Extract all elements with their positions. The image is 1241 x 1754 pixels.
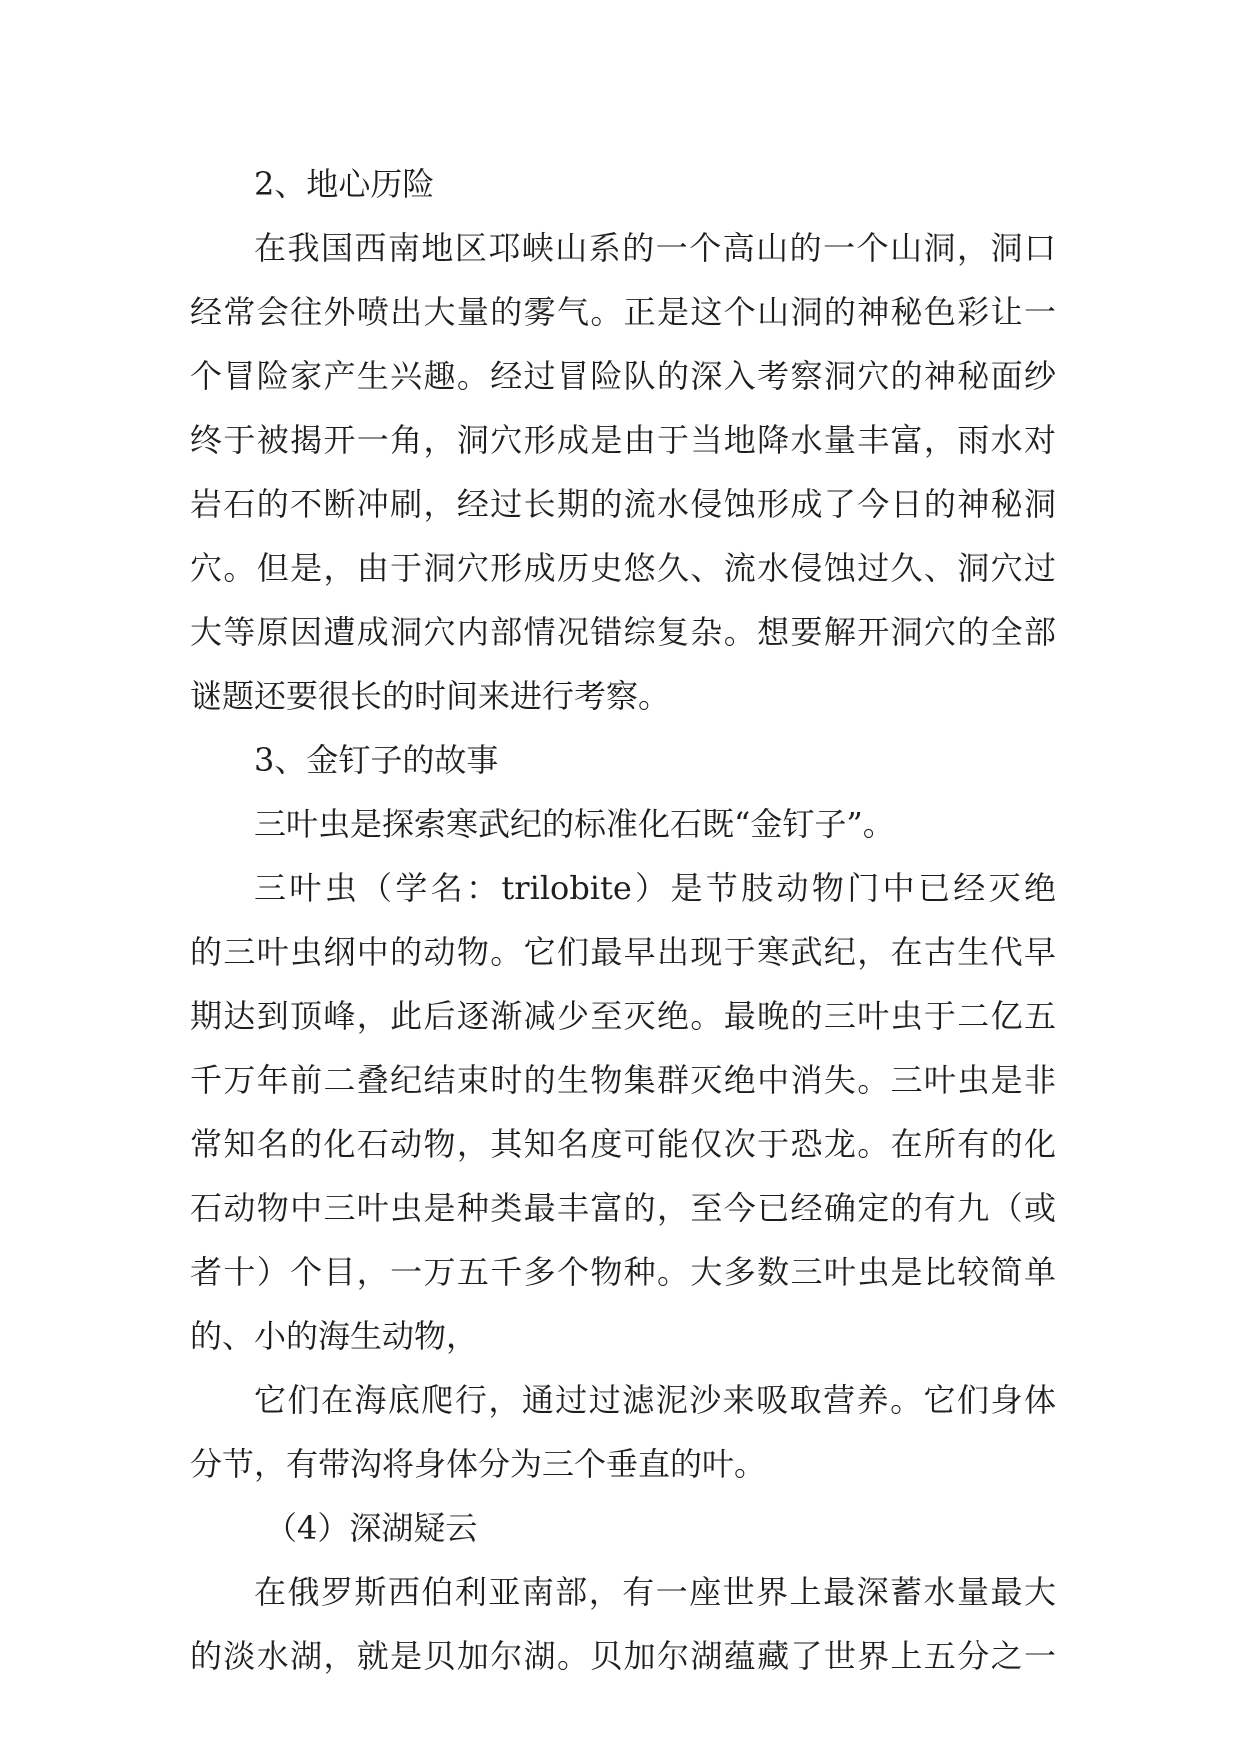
paragraph-line: 的淡水湖，就是贝加尔湖。贝加尔湖蕴藏了世界上五分之一 bbox=[190, 1637, 1056, 1675]
paragraph-line: 经常会往外喷出大量的雾气。正是这个山洞的神秘色彩让一 bbox=[190, 293, 1056, 331]
paragraph-line: 的三叶虫纲中的动物。它们最早出现于寒武纪，在古生代早 bbox=[190, 933, 1056, 971]
paragraph-line: 三叶虫是探索寒武纪的标准化石既“金钉子”。 bbox=[254, 805, 895, 843]
paragraph-line: 三叶虫（学名：trilobite）是节肢动物门中已经灭绝 bbox=[254, 869, 1056, 907]
paragraph-line: 在我国西南地区邛峡山系的一个高山的一个山洞，洞口 bbox=[254, 229, 1056, 267]
paragraph-line: 在俄罗斯西伯利亚南部，有一座世界上最深蓄水量最大 bbox=[254, 1573, 1056, 1611]
paragraph-line: 个冒险家产生兴趣。经过冒险队的深入考察洞穴的神秘面纱 bbox=[190, 357, 1056, 395]
document-page bbox=[190, 152, 1056, 1688]
paragraph-line: 穴。但是，由于洞穴形成历史悠久、流水侵蚀过久、洞穴过 bbox=[190, 549, 1056, 587]
paragraph-line: 期达到顶峰，此后逐渐减少至灭绝。最晚的三叶虫于二亿五 bbox=[190, 997, 1056, 1035]
paragraph-line: 大等原因遭成洞穴内部情况错综复杂。想要解开洞穴的全部 bbox=[190, 613, 1056, 651]
paragraph-line: 的、小的海生动物， bbox=[190, 1317, 479, 1355]
section-heading-3: 3、金钉子的故事 bbox=[254, 741, 499, 779]
paragraph-line: 它们在海底爬行，通过过滤泥沙来吸取营养。它们身体 bbox=[254, 1381, 1056, 1419]
paragraph-line: 岩石的不断冲刷，经过长期的流水侵蚀形成了今日的神秘洞 bbox=[190, 485, 1056, 523]
paragraph-line: 分节，有带沟将身体分为三个垂直的叶。 bbox=[190, 1445, 767, 1483]
section-heading-2: 2、地心历险 bbox=[254, 165, 435, 203]
paragraph-line: 常知名的化石动物，其知名度可能仅次于恐龙。在所有的化 bbox=[190, 1125, 1056, 1163]
paragraph-line: 谜题还要很长的时间来进行考察。 bbox=[190, 677, 671, 715]
paragraph-line: 者十）个目，一万五千多个物种。大多数三叶虫是比较简单 bbox=[190, 1253, 1056, 1291]
paragraph-line: 千万年前二叠纪结束时的生物集群灭绝中消失。三叶虫是非 bbox=[190, 1061, 1056, 1099]
paragraph-line: 终于被揭开一角，洞穴形成是由于当地降水量丰富，雨水对 bbox=[190, 421, 1056, 459]
section-heading-4: （4）深湖疑云 bbox=[265, 1509, 478, 1547]
paragraph-line: 石动物中三叶虫是种类最丰富的，至今已经确定的有九（或 bbox=[190, 1189, 1056, 1227]
